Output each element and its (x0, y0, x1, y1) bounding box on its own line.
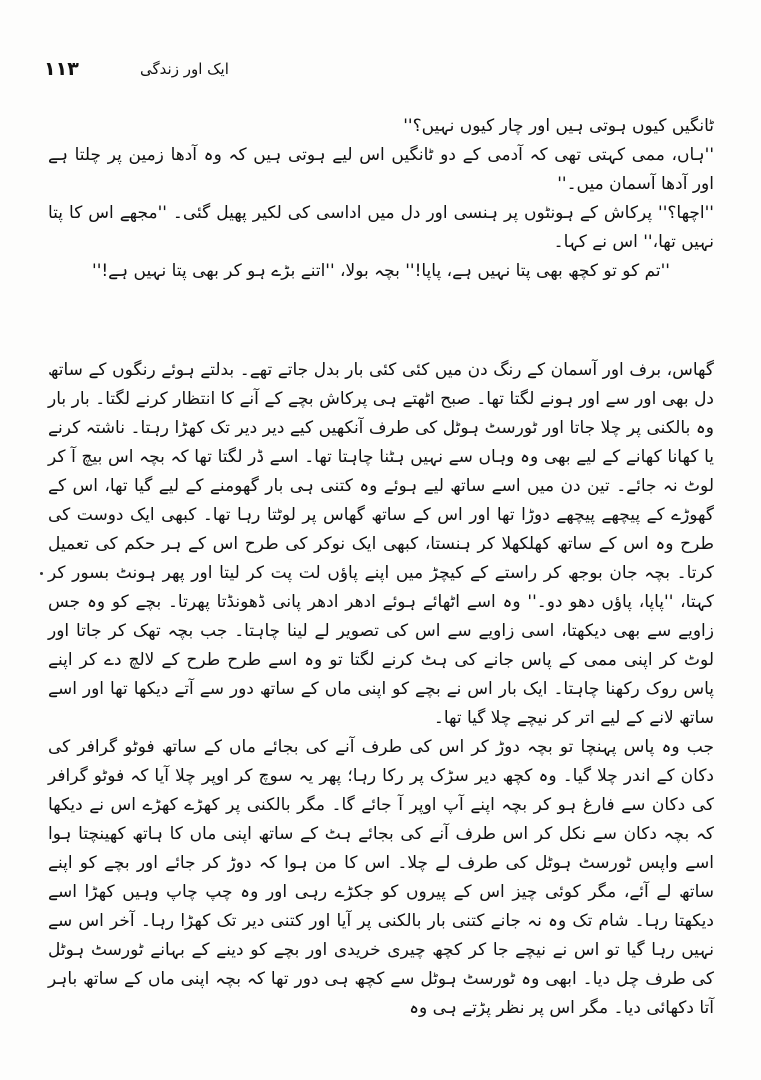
paragraph: جب وہ پاس پہنچا تو بچہ دوڑ کر اس کی طرف آنے کی بجائے ماں کے ساتھ فوٹو گرافر کی دکان کے اندر چلا گیا۔ وہ کچھ دیر سڑک پر رکا رہا؛ پھر یہ سوچ کر اوپر چلا آیا کہ فوٹو گرافر کی دکان سے فارغ ہو کر بچہ اپنے آپ اوپر آ جائے گا۔ مگر بالکنی پر کھڑے کھڑے اس نے دیکھا کہ بچہ دکان سے نکل کر اس طرف آنے کی بجائے ہٹ کے ساتھ اپنی ماں کا ہاتھ کھینچتا ہوا اسے واپس ٹورسٹ ہوٹل کی طرف لے چلا۔ اس کا من ہوا کہ دوڑ کر جائے اور بچے کو اپنے ساتھ لے آئے، مگر کوئی چیز اس کے پیروں کو جکڑے رہی اور وہ چپ چاپ وہیں کھڑا اسے دیکھتا رہا۔ شام تک وہ نہ جانے کتنی بار بالکنی پر آیا اور کتنی دیر تک کھڑا رہا۔ آخر اس سے نہیں رہا گیا تو اس نے نیچے جا کر کچھ چیری خریدی اور بچے کو دینے کے بہانے ٹورسٹ ہوٹل کی طرف چل دیا۔ ابھی وہ ٹورسٹ ہوٹل سے کچھ ہی دور تھا کہ بچہ اپنی ماں کے ساتھ باہر آتا دکھائی دیا۔ مگر اس پر نظر پڑتے ہی وہ (48, 737, 714, 1018)
paragraph: ''ہاں، ممی کہتی تھی کہ آدمی کے دو ٹانگیں اس لیے ہوتی ہیں کہ وہ آدھا زمین پر چلتا ہے اور آدھا آسمان میں۔'' (48, 145, 714, 194)
dialogue-section (48, 112, 714, 286)
page-number: ١١٣ (44, 58, 79, 80)
paragraph: گھاس، برف اور آسمان کے رنگ دن میں کئی کئی بار بدل جاتے تھے۔ بدلتے ہوئے رنگوں کے ساتھ دل بھی اور سے اور ہونے لگتا تھا۔ صبح اٹھتے ہی پرکاش بچے کے آنے کا انتظار کرنے لگتا۔ بار بار وہ بالکنی پر چلا جاتا اور ٹورسٹ ہوٹل کی طرف آنکھیں کیے دیر دیر تک کھڑا رہتا۔ ناشتہ کرنے یا کھانا کھانے کے لیے بھی وہ وہاں سے نہیں ہٹنا چاہتا تھا۔ اسے ڈر لگتا تھا کہ بچہ اس بیچ آ کر لوٹ نہ جائے۔ تین دن میں اسے ساتھ لیے ہوئے وہ کتنی ہی بار گھومنے کے لیے گیا تھا، اس کے گھوڑے کے پیچھے پیچھے دوڑا تھا اور اس کے ساتھ گھاس پر لوٹتا رہا تھا۔ کبھی ایک دوست کی طرح وہ اس کے ساتھ کھلکھلا کر ہنستا، کبھی ایک نوکر کی طرح اس کے ہر حکم کی تعمیل کرتا۔ بچہ جان بوجھ کر راستے کے کیچڑ میں اپنے پاؤں لت پت کر لیتا اور پھر ہونٹ بسور کر کہتا، ''پاپا، پاؤں دھو دو۔'' وہ اسے اٹھائے ہوئے ادھر ادھر پانی ڈھونڈتا پھرتا۔ بچے کو وہ جس زاویے سے بھی دیکھتا، اسی زاویے سے اس کی تصویر لے لینا چاہتا۔ جب بچہ تھک کر جاتا اور لوٹ کر اپنی ممی کے پاس جانے کی ہٹ کرنے لگتا تو وہ اسے طرح طرح کے لالچ دے کر اپنے پاس روک رکھنا چاہتا۔ ایک بار اس نے بچے کو اپنی ماں کے ساتھ دور سے آتے دیکھا تھا اور اسے ساتھ لانے کے لیے اتر کر نیچے چلا گیا تھا۔ (48, 360, 714, 728)
narrative-section (48, 356, 714, 1023)
running-title: ایک اور زندگی (140, 60, 229, 78)
paragraph: ''تم کو تو کچھ بھی پتا نہیں ہے، پاپا!'' بچہ بولا، ''اتنے بڑے ہو کر بھی پتا نہیں ہے!'' (92, 261, 670, 281)
paragraph: ٹانگیں کیوں ہوتی ہیں اور چار کیوں نہیں؟'' (403, 116, 714, 136)
paragraph: ''اچھا؟'' پرکاش کے ہونٹوں پر ہنسی اور دل میں اداسی کی لکیر پھیل گئی۔ ''مجھے اس کا پتا نہیں تھا،'' اس نے کہا۔ (48, 203, 714, 252)
page-header (44, 58, 244, 88)
ink-dot (40, 572, 43, 575)
